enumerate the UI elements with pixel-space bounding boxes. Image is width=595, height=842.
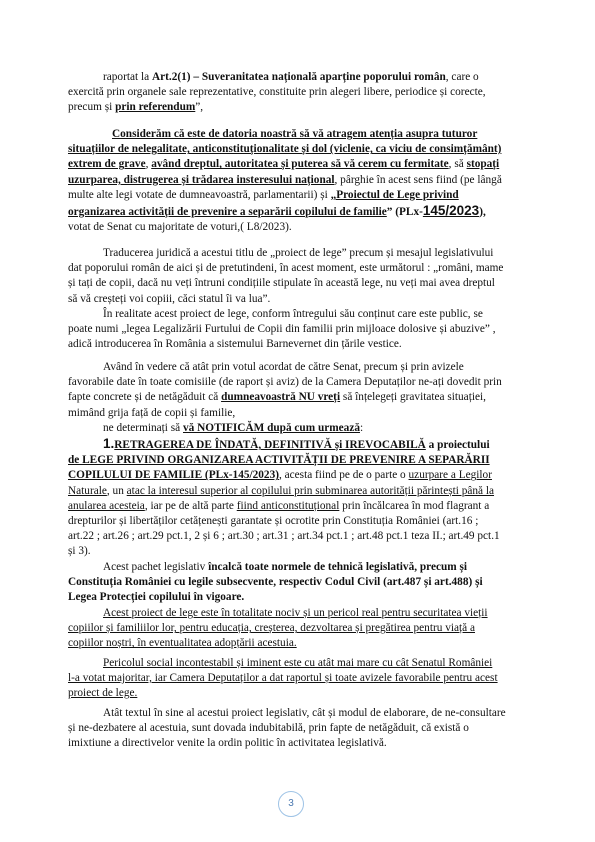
paragraph-retragerea: 1.RETRAGEREA DE ÎNDATĂ, DEFINITIVĂ și IREVOCABILĂ a proiectului de LEGE PRIVIND ORGANIZAREA ACTIVITĂȚII DE PREVENIRE A SEPARĂRII COPILULUI DE FAMILIE (PLx-145/2023), acesta fiind pe de o parte o uzurpare a Legilor Naturale, un atac la interesul superior al copilului prin subminarea autorității părintești până la anularea acesteia, iar pe de altă parte fiind anticonstituțional prin încălcarea în mod flagrant a drepturilor și libertăților cetățenești garantate și ocrotite prin Constituția României (art.16 ; art.22 ; art.26 ; art.29 pct.1, 2 și 6 ; art.30 ; art.31 ; art.34 pct.1 ; art.48 pct.1 teza II.; art.49 pct.1 și 3). Acest pachet legislativ încalcă toate normele de tehnică legislativă, precum și Constituția României cu legile subsecvente, respectiv Codul Civil (art.487 și art.488) și Legea Protecției copilului în vigoare. xyxy=(68,436,500,604)
page-number: 3 xyxy=(278,791,304,817)
paragraph-nociv: Acest proiect de lege este în totalitate nociv și un pericol real pentru securitatea vieții copiilor și familiilor lor, pentru educația, creșterea, dezvoltarea și pregătirea pentru viață a copiilor noștri, în eventualitatea adopțării acestuia. Pericolul social incontestabil și iminent este cu atât mai mare cu cât Senatul României l-a votat majoritar, iar Camera Deputaților a dat raportul și toate avizele favorabile pentru acest proiect de lege. xyxy=(68,607,498,700)
paragraph-consideram: Considerăm că este de datoria noastră să vă atragem atenția asupra tuturor situațiilor de nelegalitate, anticonstituționalitate și dol (viclenie, ca viciu de consimțământ) extrem de grave, având dreptul, autoritatea și puterea să vă cerem cu fermitate, să stopați uzurparea, distrugerea și trădarea insteresului național, pârghie în acest sens fiind (pe lângă multe alte legi votate de dumneavoastră, parlamentarii) și „Proiectul de Lege privind organizarea activităţii de prevenire a separării copilului de familie” (PLx-145/2023), votat de Senat cu majoritate de voturi,( L8/2023). xyxy=(68,128,502,234)
paragraph-traducerea: Traducerea juridică a acestui titlu de „proiect de lege” precum și mesajul legislativului dat poporului român de aici și de pretutindeni, în acest moment, este următorul : „români, mame și tați de copii, dacă nu veți întruni condițiile stipulate în această lege, nu veți mai avea dreptul să vă creșteți voi copiii, căci statul îi va lua”. În realitate acest proiect de lege, conform întregului său conținut care este public, se poate numi „legea Legalizării Furtului de Copii din familii prin mijloace dolosive și abuzive” , adică introducerea în România a sistemului Barnevernet din țările vestice. xyxy=(68,247,504,351)
paragraph-art2: raportat la Art.2(1) – Suveranitatea națională aparține poporului român, care o exercită prin organele sale reprezentative, constituite prin alegeri libere, periodice și corecte, precum și prin referendum”, xyxy=(68,71,486,114)
paragraph-avand: Având în vedere că atât prin votul acordat de către Senat, precum și prin avizele favorabile date în toate comisiile (de raport și aviz) de la Camera Deputaților ne-ați dovedit prin fapte concrete și de netăgăduit că dumneavoastră NU vreți să înțelegeți gravitatea situației, mimând grija față de copii și familie, ne determinați să vă NOTIFICĂM după cum urmează: xyxy=(68,361,502,434)
paragraph-concluzie: Atât textul în sine al acestui proiect legislativ, cât și modul de elaborare, de ne-consultare și ne-dezbatere al acestuia, sunt dovada indubitabilă, prin fapte de netăgăduit, că există o imixtiune a directivelor venite la ordin politic în activitatea legislativă. xyxy=(68,707,506,750)
